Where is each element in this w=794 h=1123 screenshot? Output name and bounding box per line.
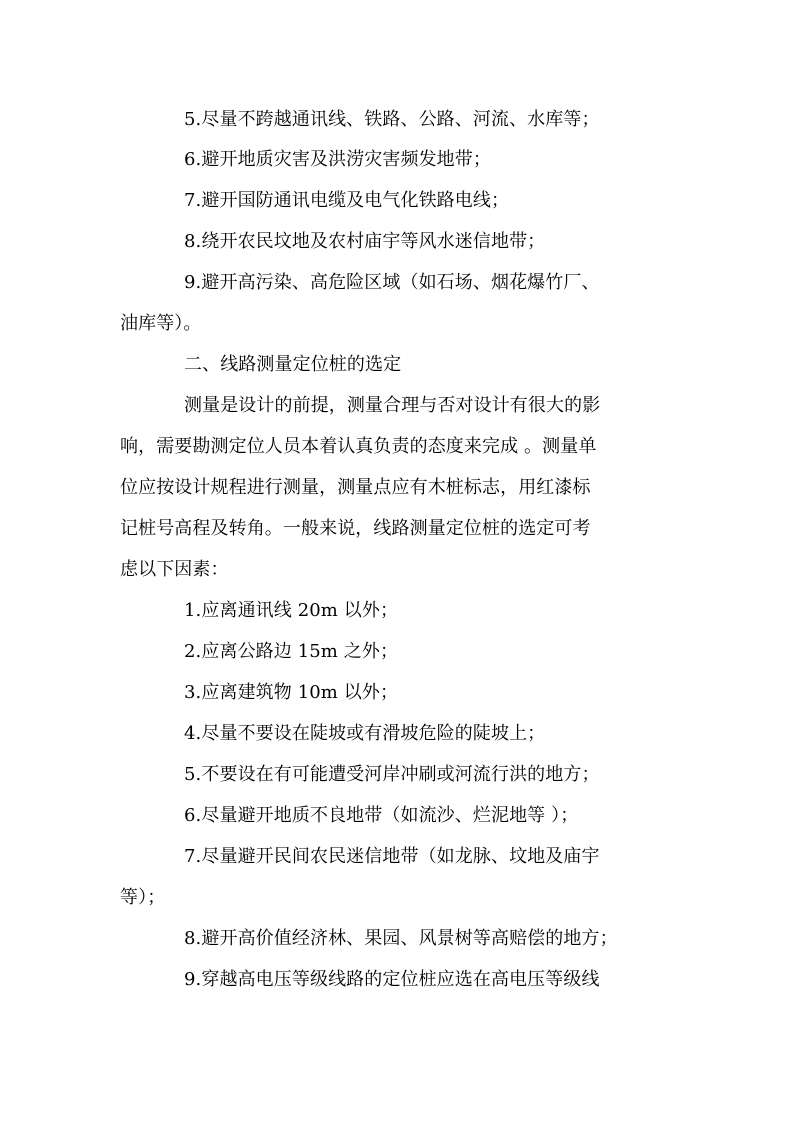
list-item-9-avoid-hazard-areas: 9.避开高污染、高危险区域（如石场、烟花爆竹厂、 (184, 272, 600, 293)
factor-item-9: 9.穿越高电压等级线路的定位桩应选在高电压等级线 (184, 969, 600, 990)
paragraph-line-1: 测量是设计的前提，测量合理与否对设计有很大的影 (184, 395, 601, 416)
list-item-5-no-crossing: 5.尽量不跨越通讯线、铁路、公路、河流、水库等； (184, 109, 600, 130)
factor-item-6: 6.尽量避开地质不良地带（如流沙、烂泥地等 ）； (184, 805, 579, 826)
list-item-6-avoid-disaster-zones: 6.避开地质灾害及洪涝灾害频发地带； (184, 149, 491, 170)
paragraph-line-5: 虑以下因素： (120, 559, 229, 580)
list-item-8-avoid-graves: 8.绕开农民坟地及农村庙宇等风水迷信地带； (184, 231, 546, 252)
list-item-7-avoid-defense-cables: 7.避开国防通讯电缆及电气化铁路电线； (184, 190, 510, 211)
paragraph-line-4: 记桩号高程及转角。一般来说，线路测量定位桩的选定可考 (120, 518, 591, 539)
factor-item-1: 1.应离通讯线 20m 以外； (184, 600, 399, 621)
paragraph-line-2: 响，需要勘测定位人员本着认真负责的态度来完成 。测量单 (120, 436, 597, 457)
factor-item-7: 7.尽量避开民间农民迷信地带（如龙脉、坟地及庙宇 (184, 846, 600, 867)
paragraph-line-3: 位应按设计规程进行测量，测量点应有木桩标志，用红漆标 (120, 477, 591, 498)
factor-item-5: 5.不要设在有可能遭受河岸冲刷或河流行洪的地方； (184, 764, 600, 785)
factor-item-8: 8.避开高价值经济林、果园、风景树等高赔偿的地方； (184, 928, 618, 949)
factor-item-4: 4.尽量不要设在陡坡或有滑坡危险的陡坡上； (184, 723, 546, 744)
list-item-9-continuation: 油库等）。 (120, 313, 202, 334)
factor-item-3: 3.应离建筑物 10m 以外； (184, 682, 399, 703)
section-heading-2: 二、线路测量定位桩的选定 (184, 354, 402, 375)
factor-item-7-continuation: 等）； (120, 887, 166, 908)
factor-item-2: 2.应离公路边 15m 之外； (184, 641, 399, 662)
